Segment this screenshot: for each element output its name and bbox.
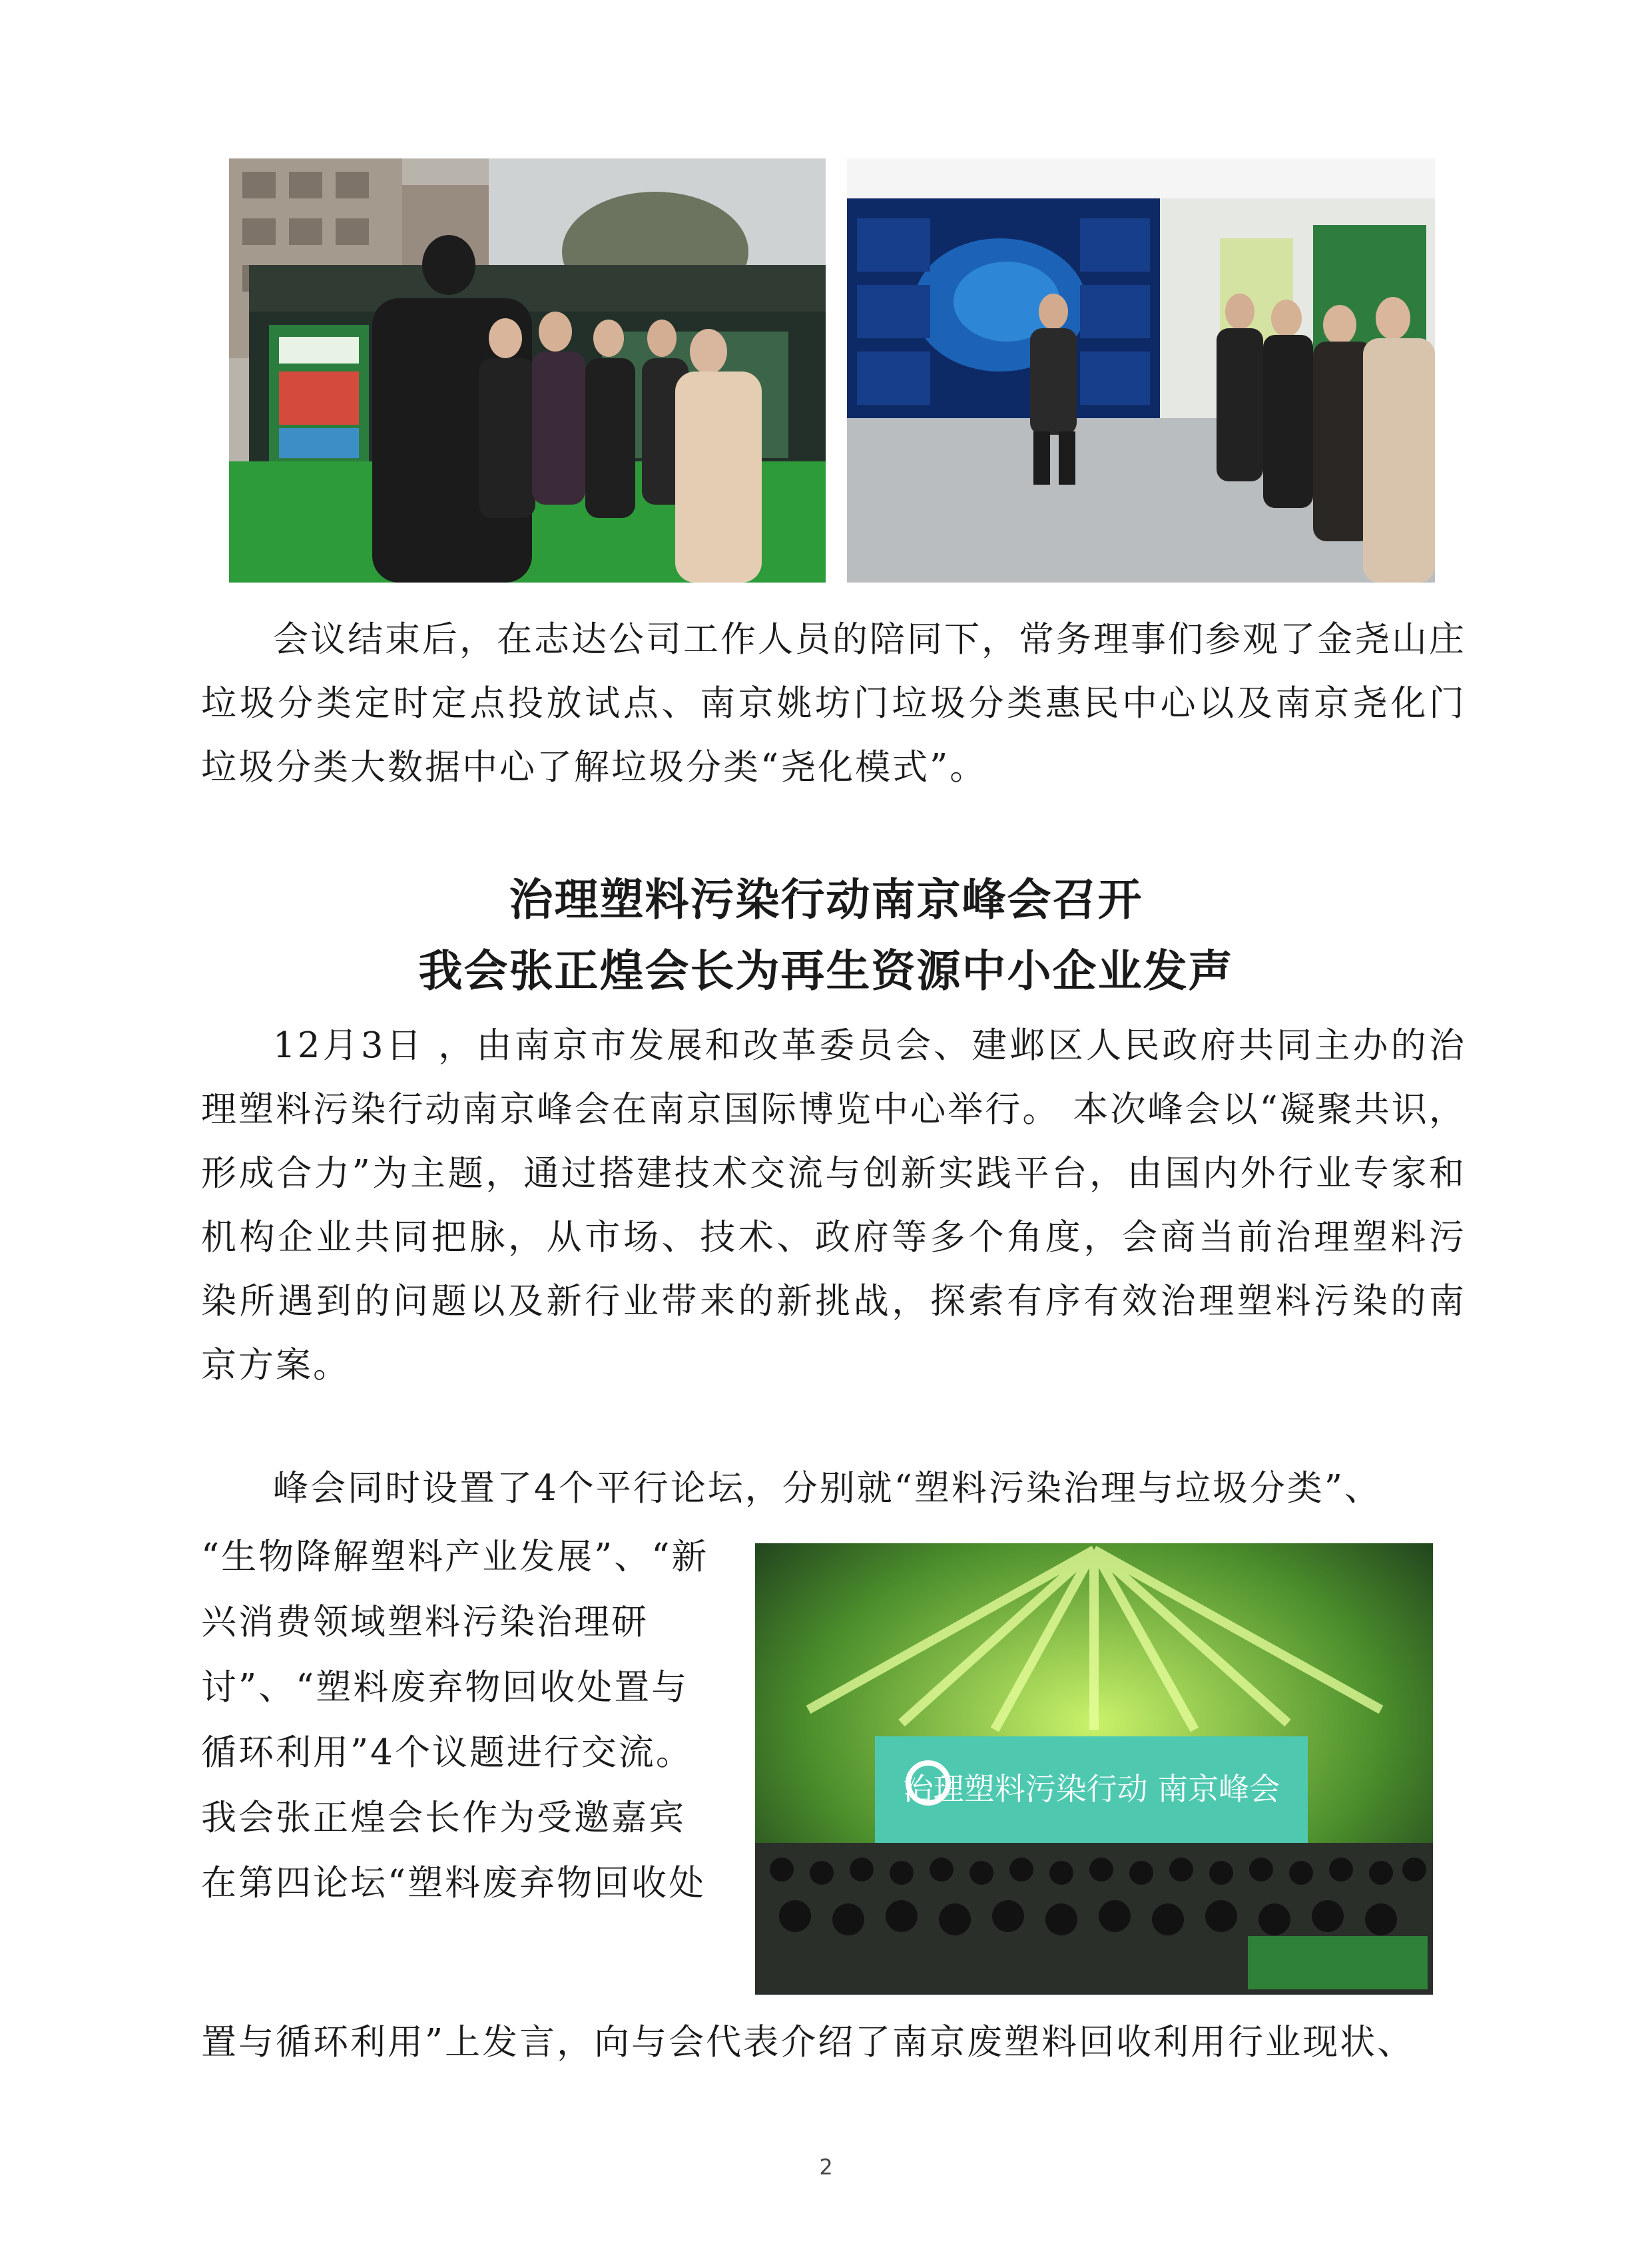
text-line: 我会张正煌会长作为受邀嘉宾 <box>201 1798 686 1838</box>
text-line: 讨”、“塑料废弃物回收处置与 <box>201 1667 689 1708</box>
paragraph-continuation: 置与循环利用”上发言，向与会代表介绍了南京废塑料回收利用行业现状、 <box>201 2022 1415 2063</box>
paragraph-summit: 12月3日 ，由南京市发展和改革委员会、建邺区人民政府共同主办的治理塑料污染行动南京峰会在南京国际博览中心举行。 本次峰会以“凝聚共识，形成合力”为主题，通过搭建技术交流与创新实践平台，由国内外行业专家和机构企业共同把脉，从市场、技术、政府等多个角度，会商当前治理塑料污染所遇到的问题以及新行业带来的新挑战，探索有序有效治理塑料污染的南京方案。 <box>201 1025 1466 1385</box>
text-line: 循环利用”4个议题进行交流。 <box>201 1732 693 1773</box>
screen-text: 治理塑料污染行动 南京峰会 <box>902 1771 1280 1807</box>
paragraph-site-visit: 会议结束后，在志达公司工作人员的陪同下，常务理事们参观了金尧山庄垃圾分类定时定点投放试点、南京姚坊门垃圾分类惠民中心以及南京尧化门垃圾分类大数据中心了解垃圾分类“尧化模式”。 <box>201 619 1466 788</box>
photo-garbage-sorting-station <box>229 158 826 583</box>
text-line: 在第四论坛“塑料废弃物回收处 <box>201 1863 706 1903</box>
photo-summit-stage <box>755 1543 1433 1995</box>
headline-line-1: 治理塑料污染行动南京峰会召开 <box>509 874 1143 925</box>
page-number: 2 <box>819 2154 833 2180</box>
paragraph-forum-intro: 峰会同时设置了4个平行论坛，分别就“塑料污染治理与垃圾分类”、 <box>273 1468 1382 1509</box>
headline-line-2: 我会张正煌会长为再生资源中小企业发声 <box>418 945 1234 997</box>
forum-topics-text <box>201 1525 734 1916</box>
text-line: 兴消费领域塑料污染治理研 <box>201 1602 649 1642</box>
text-line: “生物降解塑料产业发展”、“新 <box>201 1537 709 1577</box>
photo-big-data-center <box>847 158 1435 583</box>
